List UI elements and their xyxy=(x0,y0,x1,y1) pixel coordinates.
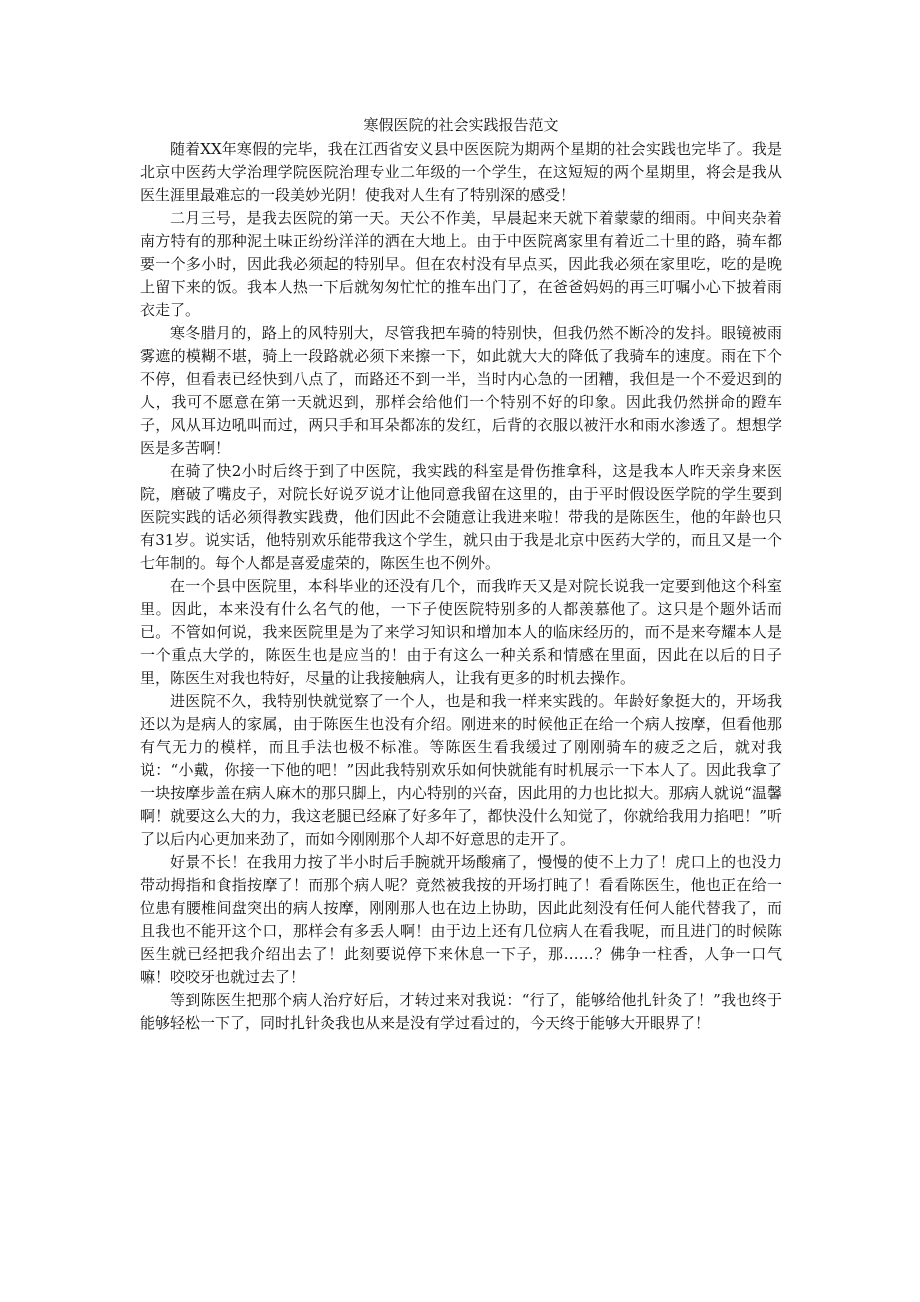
paragraph-7: 好景不长！在我用力按了半小时后手腕就开场酸痛了，慢慢的使不上力了！虎口上的也没力带动拇指和食指按摩了！而那个病人呢？竟然被我按的开场打盹了！看看陈医生，他也正在给一位患有腰椎间盘突出的病人按摩，刚刚那人也在边上协助，因此此刻没有任何人能代替我了，而且我也不能开这个口，那样会有多丢人啊！由于边上还有几位病人在看我呢，而且进门的时候陈医生就已经把我介绍出去了！此刻要说停下来休息一下子，那……？佛争一柱香，人争一口气嘛！咬咬牙也就过去了！ xyxy=(140,853,782,986)
paragraph-1: 随着XX年寒假的完毕，我在江西省安义县中医医院为期两个星期的社会实践也完毕了。我是北京中医药大学治理学院医院治理专业二年级的一个学生，在这短短的两个星期里，将会是我从医生涯里最难忘的一段美妙光阴！使我对人生有了特别深的感受！ xyxy=(140,140,782,204)
paragraph-4: 在骑了快2小时后终于到了中医院，我实践的科室是骨伤推拿科，这是我本人昨天亲身来医院，磨破了嘴皮子，对院长好说歹说才让他同意我留在这里的，由于平时假设医学院的学生要到医院实践的话必须得教实践费，他们因此不会随意让我进来啦！带我的是陈医生，他的年龄也只有31岁。说实话，他特别欢乐能带我这个学生，就只由于我是北京中医药大学的，而且又是一个七年制的。每个人都是喜爱虚荣的，陈医生也不例外。 xyxy=(140,462,782,572)
paragraph-3: 寒冬腊月的，路上的风特别大，尽管我把车骑的特别快，但我仍然不断冷的发抖。眼镜被雨雾遮的模糊不堪，骑上一段路就必须下来擦一下，如此就大大的降低了我骑车的速度。雨在下个不停，但看表已经快到八点了，而路还不到一半，当时内心急的一团糟，我但是一个不爱迟到的人，我可不愿意在第一天就迟到，那样会给他们一个特别不好的印象。因此我仍然拼命的蹬车子，风从耳边吼叫而过，两只手和耳朵都冻的发红，后背的衣服以被汗水和雨水渗透了。想想学医是多苦啊！ xyxy=(140,324,782,457)
paragraph-5: 在一个县中医院里，本科毕业的还没有几个，而我昨天又是对院长说我一定要到他这个科室里。因此，本来没有什么名气的他，一下子使医院特别多的人都羡慕他了。这只是个题外话而已。不管如何说，我来医院里是为了来学习知识和增加本人的临床经历的，而不是来夸耀本人是一个重点大学的，陈医生也是应当的！由于有这么一种关系和情感在里面，因此在以后的日子里，陈医生对我也特好，尽量的让我接触病人，让我有更多的时机去操作。 xyxy=(140,577,782,687)
document-content xyxy=(140,112,782,1035)
paragraph-2: 二月三号，是我去医院的第一天。天公不作美，早晨起来天就下着蒙蒙的细雨。中间夹杂着南方特有的那种泥土味正纷纷洋洋的洒在大地上。由于中医院离家里有着近二十里的路，骑车都要一个多小时，因此我必须起的特别早。但在农村没有早点买，因此我必须在家里吃，吃的是晚上留下来的饭。我本人热一下后就匆匆忙忙的推车出门了，在爸爸妈妈的再三叮嘱小心下披着雨衣走了。 xyxy=(140,209,782,319)
paragraph-8: 等到陈医生把那个病人治疗好后，才转过来对我说：“行了，能够给他扎针灸了！”我也终于能够轻松一下了，同时扎针灸我也从来是没有学过看过的，今天终于能够大开眼界了！ xyxy=(140,991,782,1032)
document-title: 寒假医院的社会实践报告范文 xyxy=(363,116,559,134)
paragraph-6: 进医院不久，我特别快就觉察了一个人，也是和我一样来实践的。年龄好象挺大的，开场我还以为是病人的家属，由于陈医生也没有介绍。刚进来的时候他正在给一个病人按摩，但看他那有气无力的模样，而且手法也极不标准。等陈医生看我缓过了刚刚骑车的疲乏之后，就对我说：“小戴，你接一下他的吧！”因此我特别欢乐如何快就能有时机展示一下本人了。因此我拿了一块按摩步盖在病人麻木的那只脚上，内心特别的兴奋，因此用的力也比拟大。那病人就说“温馨啊！就要这么大的力，我这老腿已经麻了好多年了，都快没什么知觉了，你就给我用力掐吧！”听了以后内心更加来劲了，而如今刚刚那个人却不好意思的走开了。 xyxy=(140,692,782,848)
document-page xyxy=(140,112,782,1035)
